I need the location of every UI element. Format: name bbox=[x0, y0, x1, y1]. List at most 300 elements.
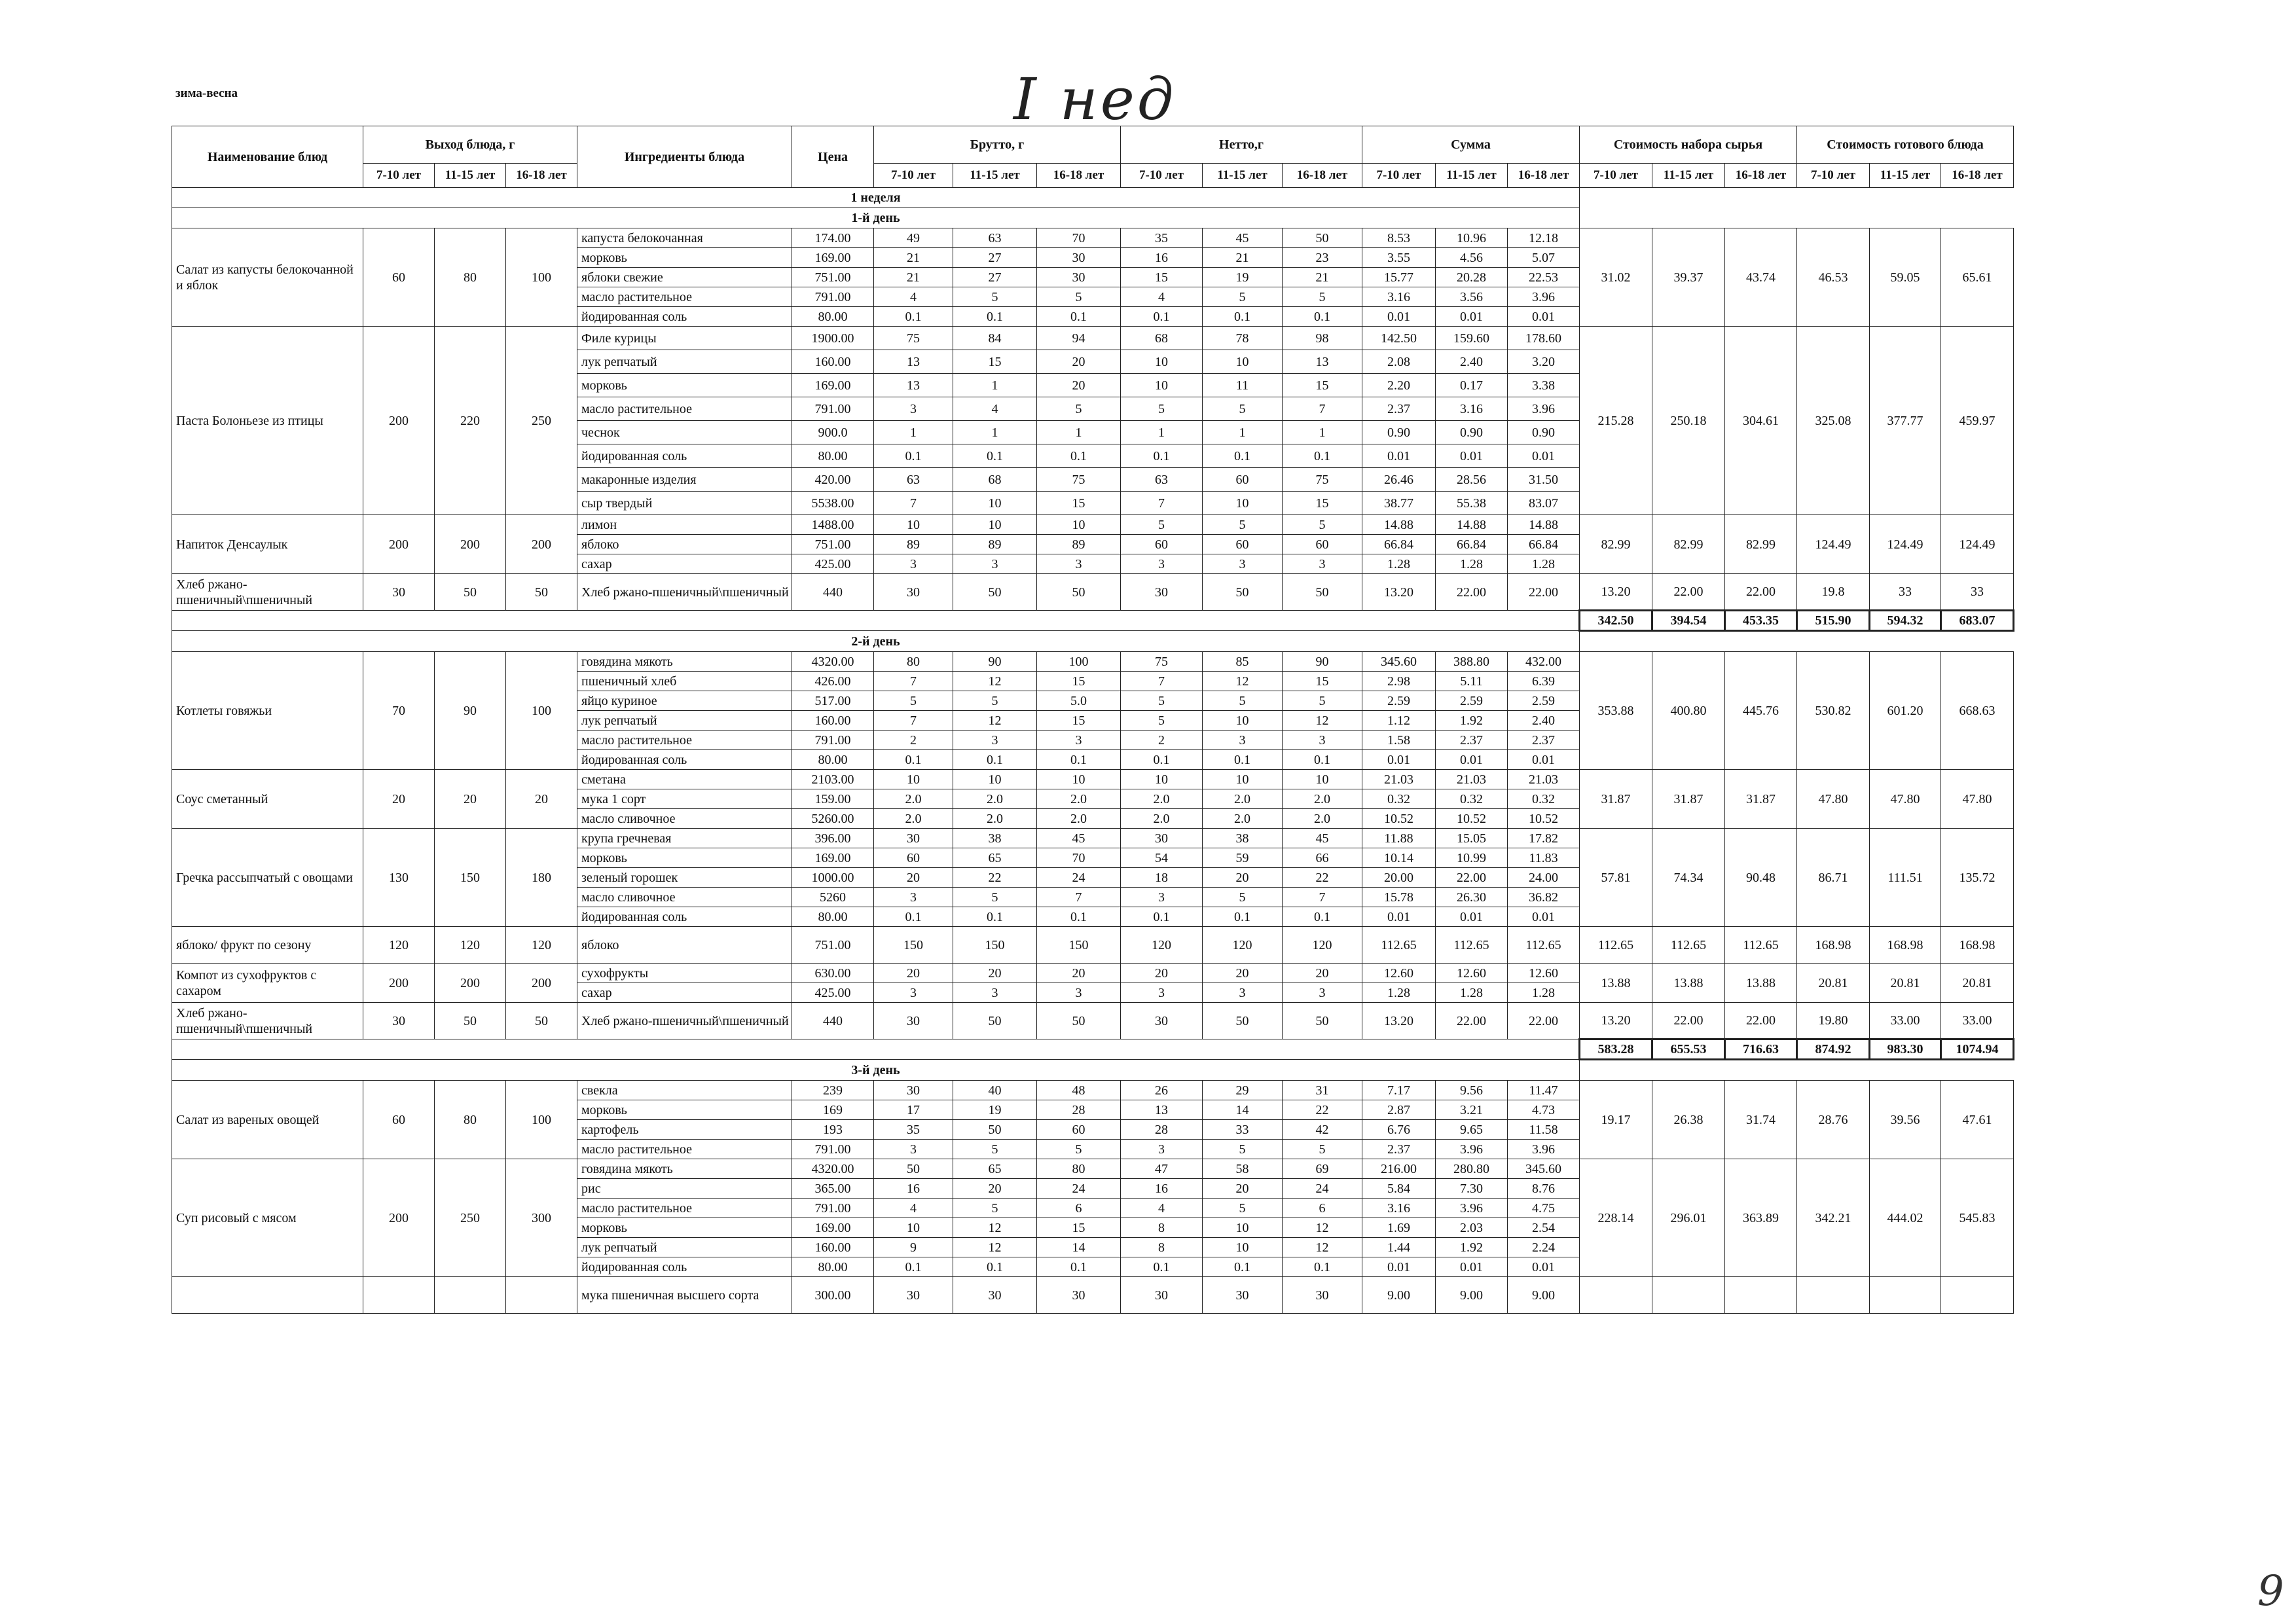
raw-cost-value: 39.37 bbox=[1652, 228, 1725, 327]
sum-value: 15.77 bbox=[1362, 268, 1436, 287]
ingredient-name: масло растительное bbox=[577, 1199, 792, 1218]
sum-value: 0.01 bbox=[1362, 1257, 1436, 1277]
header-ready-cost: Стоимость готового блюда bbox=[1797, 126, 2014, 164]
sum-value: 3.56 bbox=[1436, 287, 1508, 307]
brutto-value: 7 bbox=[874, 492, 953, 515]
ingredient-name: чеснок bbox=[577, 421, 792, 444]
netto-value: 5 bbox=[1203, 1199, 1283, 1218]
brutto-value: 2.0 bbox=[953, 789, 1037, 809]
raw-cost-value: 26.38 bbox=[1652, 1081, 1725, 1159]
netto-value: 3 bbox=[1203, 554, 1283, 574]
brutto-value: 20 bbox=[874, 868, 953, 888]
brutto-value: 3 bbox=[874, 397, 953, 421]
netto-value: 5 bbox=[1203, 888, 1283, 907]
netto-value: 45 bbox=[1203, 228, 1283, 248]
dish-yield bbox=[506, 1277, 577, 1314]
ready-cost-value: 28.76 bbox=[1797, 1081, 1870, 1159]
netto-value: 0.1 bbox=[1121, 307, 1203, 327]
raw-cost-value: 215.28 bbox=[1580, 327, 1652, 515]
dish-name: Суп рисовый с мясом bbox=[172, 1159, 363, 1277]
netto-value: 20 bbox=[1203, 868, 1283, 888]
netto-value: 30 bbox=[1283, 1277, 1362, 1314]
brutto-value: 1 bbox=[1037, 421, 1121, 444]
brutto-value: 24 bbox=[1037, 1179, 1121, 1199]
day-total-value: 874.92 bbox=[1797, 1039, 1870, 1060]
dish-yield: 250 bbox=[506, 327, 577, 515]
brutto-value: 150 bbox=[874, 927, 953, 964]
netto-value: 2.0 bbox=[1121, 789, 1203, 809]
brutto-value: 3 bbox=[953, 554, 1037, 574]
sum-value: 0.01 bbox=[1436, 1257, 1508, 1277]
day-title-row bbox=[172, 208, 2014, 228]
sum-value: 432.00 bbox=[1508, 652, 1580, 672]
ready-cost-value: 59.05 bbox=[1870, 228, 1941, 327]
sum-value: 2.24 bbox=[1508, 1238, 1580, 1257]
day-total-value: 453.35 bbox=[1725, 611, 1797, 631]
ingredient-name: масло растительное bbox=[577, 1140, 792, 1159]
sum-value: 22.00 bbox=[1508, 574, 1580, 611]
brutto-value: 2.0 bbox=[874, 789, 953, 809]
netto-value: 38 bbox=[1203, 829, 1283, 848]
ingredient-price: 80.00 bbox=[792, 750, 874, 770]
ingredient-price: 300.00 bbox=[792, 1277, 874, 1314]
brutto-value: 63 bbox=[874, 468, 953, 492]
raw-cost-value: 90.48 bbox=[1725, 829, 1797, 927]
raw-cost-value: 82.99 bbox=[1652, 515, 1725, 574]
brutto-value: 3 bbox=[874, 554, 953, 574]
brutto-value: 4 bbox=[874, 1199, 953, 1218]
brutto-value: 28 bbox=[1037, 1100, 1121, 1120]
ingredient-name: йодированная соль bbox=[577, 307, 792, 327]
sum-value: 1.28 bbox=[1362, 554, 1436, 574]
netto-value: 78 bbox=[1203, 327, 1283, 350]
ready-cost-value: 168.98 bbox=[1870, 927, 1941, 964]
ready-cost-value: 135.72 bbox=[1941, 829, 2014, 927]
ingredient-price: 4320.00 bbox=[792, 652, 874, 672]
ingredient-name: сметана bbox=[577, 770, 792, 789]
brutto-value: 30 bbox=[874, 1277, 953, 1314]
brutto-value: 7 bbox=[874, 711, 953, 731]
brutto-value: 94 bbox=[1037, 327, 1121, 350]
dish-yield: 100 bbox=[506, 652, 577, 770]
dish-yield: 100 bbox=[506, 228, 577, 327]
netto-value: 0.1 bbox=[1283, 1257, 1362, 1277]
ingredient-price: 440 bbox=[792, 1003, 874, 1039]
ingredient-name: пшеничный хлеб bbox=[577, 672, 792, 691]
sum-value: 1.92 bbox=[1436, 1238, 1508, 1257]
sum-value: 3.20 bbox=[1508, 350, 1580, 374]
brutto-value: 3 bbox=[874, 888, 953, 907]
sum-value: 9.00 bbox=[1362, 1277, 1436, 1314]
ingredient-name: масло растительное bbox=[577, 287, 792, 307]
netto-value: 29 bbox=[1203, 1081, 1283, 1100]
netto-value: 5 bbox=[1203, 1140, 1283, 1159]
brutto-value: 0.1 bbox=[1037, 444, 1121, 468]
dish-name: Напиток Денсаулык bbox=[172, 515, 363, 574]
sum-value: 14.88 bbox=[1436, 515, 1508, 535]
sum-value: 2.37 bbox=[1362, 397, 1436, 421]
raw-cost-value: 112.65 bbox=[1652, 927, 1725, 964]
header-ingredients: Ингредиенты блюда bbox=[577, 126, 792, 188]
ready-cost-value: 545.83 bbox=[1941, 1159, 2014, 1277]
header-netto-age-2: 16-18 лет bbox=[1283, 164, 1362, 188]
netto-value: 1 bbox=[1121, 421, 1203, 444]
ingredient-price: 1900.00 bbox=[792, 327, 874, 350]
ingredient-name: йодированная соль bbox=[577, 907, 792, 927]
sum-value: 6.76 bbox=[1362, 1120, 1436, 1140]
ingredient-name: капуста белокочанная bbox=[577, 228, 792, 248]
ingredient-price: 751.00 bbox=[792, 268, 874, 287]
sum-value: 55.38 bbox=[1436, 492, 1508, 515]
netto-value: 75 bbox=[1121, 652, 1203, 672]
header-sum-age-1: 11-15 лет bbox=[1436, 164, 1508, 188]
dish-yield: 20 bbox=[435, 770, 506, 829]
brutto-value: 5 bbox=[953, 888, 1037, 907]
sum-value: 2.98 bbox=[1362, 672, 1436, 691]
dish-yield: 80 bbox=[435, 1081, 506, 1159]
dish-name: Соус сметанный bbox=[172, 770, 363, 829]
brutto-value: 5 bbox=[1037, 1140, 1121, 1159]
netto-value: 30 bbox=[1121, 1277, 1203, 1314]
sum-value: 8.53 bbox=[1362, 228, 1436, 248]
netto-value: 22 bbox=[1283, 868, 1362, 888]
day-title-blank bbox=[1580, 631, 2014, 652]
brutto-value: 20 bbox=[874, 964, 953, 983]
ingredient-price: 169.00 bbox=[792, 248, 874, 268]
sum-value: 20.00 bbox=[1362, 868, 1436, 888]
raw-cost-value: 43.74 bbox=[1725, 228, 1797, 327]
ready-cost-value: 47.61 bbox=[1941, 1081, 2014, 1159]
brutto-value: 16 bbox=[874, 1179, 953, 1199]
netto-value: 7 bbox=[1283, 397, 1362, 421]
raw-cost-value: 22.00 bbox=[1652, 574, 1725, 611]
brutto-value: 2.0 bbox=[953, 809, 1037, 829]
brutto-value: 12 bbox=[953, 672, 1037, 691]
brutto-value: 60 bbox=[1037, 1120, 1121, 1140]
raw-cost-value: 112.65 bbox=[1580, 927, 1652, 964]
raw-cost-value: 31.87 bbox=[1725, 770, 1797, 829]
sum-value: 0.01 bbox=[1508, 750, 1580, 770]
brutto-value: 50 bbox=[1037, 1003, 1121, 1039]
sum-value: 2.40 bbox=[1436, 350, 1508, 374]
sum-value: 280.80 bbox=[1436, 1159, 1508, 1179]
dish-yield: 20 bbox=[363, 770, 435, 829]
ingredient-price: 751.00 bbox=[792, 927, 874, 964]
ingredient-name: мука пшеничная высшего сорта bbox=[577, 1277, 792, 1314]
day-title: 3-й день bbox=[172, 1060, 1580, 1081]
netto-value: 23 bbox=[1283, 248, 1362, 268]
header-sum-age-0: 7-10 лет bbox=[1362, 164, 1436, 188]
ingredient-name: картофель bbox=[577, 1120, 792, 1140]
netto-value: 2 bbox=[1121, 731, 1203, 750]
day-total-value: 342.50 bbox=[1580, 611, 1652, 631]
ingredient-name: масло сливочное bbox=[577, 809, 792, 829]
ingredient-price: 900.0 bbox=[792, 421, 874, 444]
netto-value: 0.1 bbox=[1203, 1257, 1283, 1277]
sum-value: 26.30 bbox=[1436, 888, 1508, 907]
raw-cost-value: 22.00 bbox=[1725, 574, 1797, 611]
netto-value: 12 bbox=[1283, 1218, 1362, 1238]
sum-value: 0.01 bbox=[1508, 907, 1580, 927]
ingredient-price: 5260 bbox=[792, 888, 874, 907]
day-total-value: 583.28 bbox=[1580, 1039, 1652, 1060]
brutto-value: 84 bbox=[953, 327, 1037, 350]
sum-value: 4.75 bbox=[1508, 1199, 1580, 1218]
sum-value: 83.07 bbox=[1508, 492, 1580, 515]
netto-value: 3 bbox=[1121, 888, 1203, 907]
ingredient-price: 80.00 bbox=[792, 907, 874, 927]
dish-yield: 200 bbox=[363, 327, 435, 515]
raw-cost-value: 13.20 bbox=[1580, 1003, 1652, 1039]
netto-value: 120 bbox=[1121, 927, 1203, 964]
brutto-value: 17 bbox=[874, 1100, 953, 1120]
ingredient-price: 791.00 bbox=[792, 1140, 874, 1159]
sum-value: 3.96 bbox=[1508, 287, 1580, 307]
raw-cost-value: 22.00 bbox=[1725, 1003, 1797, 1039]
dish-yield: 30 bbox=[363, 574, 435, 611]
table-row bbox=[172, 829, 2014, 848]
netto-value: 15 bbox=[1283, 492, 1362, 515]
table-row bbox=[172, 1277, 2014, 1314]
netto-value: 50 bbox=[1203, 574, 1283, 611]
sum-value: 7.30 bbox=[1436, 1179, 1508, 1199]
sum-value: 1.28 bbox=[1508, 983, 1580, 1003]
table-row bbox=[172, 1003, 2014, 1039]
netto-value: 58 bbox=[1203, 1159, 1283, 1179]
brutto-value: 19 bbox=[953, 1100, 1037, 1120]
ingredient-price: 174.00 bbox=[792, 228, 874, 248]
header-raw-cost-age-0: 7-10 лет bbox=[1580, 164, 1652, 188]
sum-value: 6.39 bbox=[1508, 672, 1580, 691]
table-row bbox=[172, 927, 2014, 964]
raw-cost-value: 400.80 bbox=[1652, 652, 1725, 770]
ingredient-price: 169.00 bbox=[792, 1218, 874, 1238]
sum-value: 112.65 bbox=[1436, 927, 1508, 964]
brutto-value: 20 bbox=[1037, 964, 1121, 983]
sum-value: 3.38 bbox=[1508, 374, 1580, 397]
ingredient-price: 420.00 bbox=[792, 468, 874, 492]
brutto-value: 89 bbox=[874, 535, 953, 554]
dish-name: яблоко/ фрукт по сезону bbox=[172, 927, 363, 964]
header-ready-cost-age-2: 16-18 лет bbox=[1941, 164, 2014, 188]
netto-value: 1 bbox=[1283, 421, 1362, 444]
raw-cost-value bbox=[1580, 1277, 1652, 1314]
dish-yield: 200 bbox=[363, 515, 435, 574]
ingredient-price: 425.00 bbox=[792, 554, 874, 574]
netto-value: 2.0 bbox=[1283, 789, 1362, 809]
ingredient-price: 791.00 bbox=[792, 731, 874, 750]
brutto-value: 10 bbox=[953, 770, 1037, 789]
brutto-value: 50 bbox=[953, 1120, 1037, 1140]
ready-cost-value: 444.02 bbox=[1870, 1159, 1941, 1277]
ready-cost-value: 19.8 bbox=[1797, 574, 1870, 611]
netto-value: 13 bbox=[1121, 1100, 1203, 1120]
ingredient-name: Хлеб ржано-пшеничный\пшеничный bbox=[577, 1003, 792, 1039]
day-title: 2-й день bbox=[172, 631, 1580, 652]
ingredient-name: макаронные изделия bbox=[577, 468, 792, 492]
sum-value: 36.82 bbox=[1508, 888, 1580, 907]
netto-value: 13 bbox=[1283, 350, 1362, 374]
sum-value: 38.77 bbox=[1362, 492, 1436, 515]
dish-yield: 50 bbox=[506, 574, 577, 611]
raw-cost-value bbox=[1652, 1277, 1725, 1314]
netto-value: 3 bbox=[1121, 554, 1203, 574]
ready-cost-value: 601.20 bbox=[1870, 652, 1941, 770]
brutto-value: 1 bbox=[953, 374, 1037, 397]
sum-value: 9.00 bbox=[1436, 1277, 1508, 1314]
header-ready-cost-age-1: 11-15 лет bbox=[1870, 164, 1941, 188]
netto-value: 59 bbox=[1203, 848, 1283, 868]
netto-value: 16 bbox=[1121, 1179, 1203, 1199]
ingredient-name: масло сливочное bbox=[577, 888, 792, 907]
ingredient-price: 80.00 bbox=[792, 1257, 874, 1277]
brutto-value: 14 bbox=[1037, 1238, 1121, 1257]
sum-value: 21.03 bbox=[1436, 770, 1508, 789]
brutto-value: 30 bbox=[1037, 248, 1121, 268]
brutto-value: 65 bbox=[953, 848, 1037, 868]
netto-value: 85 bbox=[1203, 652, 1283, 672]
ingredient-name: рис bbox=[577, 1179, 792, 1199]
sum-value: 31.50 bbox=[1508, 468, 1580, 492]
dish-yield: 60 bbox=[363, 228, 435, 327]
brutto-value: 150 bbox=[953, 927, 1037, 964]
netto-value: 5 bbox=[1203, 691, 1283, 711]
sum-value: 22.00 bbox=[1436, 574, 1508, 611]
dish-name: Хлеб ржано-пшеничный\пшеничный bbox=[172, 1003, 363, 1039]
raw-cost-value: 304.61 bbox=[1725, 327, 1797, 515]
ingredient-price: 630.00 bbox=[792, 964, 874, 983]
raw-cost-value: 353.88 bbox=[1580, 652, 1652, 770]
netto-value: 75 bbox=[1283, 468, 1362, 492]
netto-value: 5 bbox=[1121, 691, 1203, 711]
sum-value: 22.00 bbox=[1436, 1003, 1508, 1039]
netto-value: 50 bbox=[1203, 1003, 1283, 1039]
ingredient-price: 159.00 bbox=[792, 789, 874, 809]
brutto-value: 15 bbox=[1037, 492, 1121, 515]
sum-value: 3.96 bbox=[1436, 1140, 1508, 1159]
sum-value: 22.53 bbox=[1508, 268, 1580, 287]
dish-yield: 80 bbox=[435, 228, 506, 327]
netto-value: 24 bbox=[1283, 1179, 1362, 1199]
ingredient-name: говядина мякоть bbox=[577, 1159, 792, 1179]
brutto-value: 5 bbox=[1037, 397, 1121, 421]
ingredient-name: морковь bbox=[577, 374, 792, 397]
dish-yield: 200 bbox=[363, 1159, 435, 1277]
netto-value: 50 bbox=[1283, 574, 1362, 611]
sum-value: 2.59 bbox=[1362, 691, 1436, 711]
brutto-value: 5 bbox=[953, 287, 1037, 307]
sum-value: 142.50 bbox=[1362, 327, 1436, 350]
ready-cost-value: 325.08 bbox=[1797, 327, 1870, 515]
sum-value: 0.01 bbox=[1362, 750, 1436, 770]
ingredient-name: зеленый горошек bbox=[577, 868, 792, 888]
netto-value: 4 bbox=[1121, 1199, 1203, 1218]
dish-yield: 60 bbox=[363, 1081, 435, 1159]
brutto-value: 9 bbox=[874, 1238, 953, 1257]
netto-value: 5 bbox=[1203, 287, 1283, 307]
netto-value: 5 bbox=[1283, 1140, 1362, 1159]
raw-cost-value: 112.65 bbox=[1725, 927, 1797, 964]
sum-value: 5.11 bbox=[1436, 672, 1508, 691]
netto-value: 3 bbox=[1203, 983, 1283, 1003]
brutto-value: 7 bbox=[874, 672, 953, 691]
dish-yield: 300 bbox=[506, 1159, 577, 1277]
netto-value: 90 bbox=[1283, 652, 1362, 672]
table-row bbox=[172, 770, 2014, 789]
dish-yield: 120 bbox=[363, 927, 435, 964]
header-brutto: Брутто, г bbox=[874, 126, 1121, 164]
sum-value: 2.40 bbox=[1508, 711, 1580, 731]
ingredient-name: яблоко bbox=[577, 927, 792, 964]
brutto-value: 150 bbox=[1037, 927, 1121, 964]
dish-yield: 50 bbox=[435, 574, 506, 611]
dish-yield: 130 bbox=[363, 829, 435, 927]
ingredient-price: 160.00 bbox=[792, 350, 874, 374]
header-yield-age-1: 11-15 лет bbox=[435, 164, 506, 188]
ingredient-name: свекла bbox=[577, 1081, 792, 1100]
brutto-value: 68 bbox=[953, 468, 1037, 492]
header-ready-cost-age-0: 7-10 лет bbox=[1797, 164, 1870, 188]
netto-value: 5 bbox=[1121, 515, 1203, 535]
day-total-row bbox=[172, 1039, 2014, 1060]
brutto-value: 0.1 bbox=[953, 307, 1037, 327]
table-row bbox=[172, 1081, 2014, 1100]
dish-yield: 250 bbox=[435, 1159, 506, 1277]
brutto-value: 5 bbox=[953, 691, 1037, 711]
page-number: 9 bbox=[2257, 1567, 2284, 1615]
header-netto-age-0: 7-10 лет bbox=[1121, 164, 1203, 188]
sum-value: 22.00 bbox=[1436, 868, 1508, 888]
netto-value: 12 bbox=[1283, 1238, 1362, 1257]
ready-cost-value: 65.61 bbox=[1941, 228, 2014, 327]
brutto-value: 21 bbox=[874, 248, 953, 268]
netto-value: 16 bbox=[1121, 248, 1203, 268]
sum-value: 11.47 bbox=[1508, 1081, 1580, 1100]
sum-value: 0.01 bbox=[1362, 307, 1436, 327]
netto-value: 8 bbox=[1121, 1218, 1203, 1238]
netto-value: 50 bbox=[1283, 228, 1362, 248]
netto-value: 2.0 bbox=[1203, 809, 1283, 829]
header-raw-cost-age-1: 11-15 лет bbox=[1652, 164, 1725, 188]
brutto-value: 13 bbox=[874, 350, 953, 374]
header-netto-age-1: 11-15 лет bbox=[1203, 164, 1283, 188]
sum-value: 0.01 bbox=[1362, 907, 1436, 927]
netto-value: 54 bbox=[1121, 848, 1203, 868]
ingredient-price: 440 bbox=[792, 574, 874, 611]
table-row bbox=[172, 1159, 2014, 1179]
netto-value: 10 bbox=[1203, 1238, 1283, 1257]
brutto-value: 2.0 bbox=[874, 809, 953, 829]
sum-value: 22.00 bbox=[1508, 1003, 1580, 1039]
ingredient-price: 791.00 bbox=[792, 287, 874, 307]
brutto-value: 63 bbox=[953, 228, 1037, 248]
brutto-value: 75 bbox=[874, 327, 953, 350]
brutto-value: 2.0 bbox=[1037, 809, 1121, 829]
brutto-value: 50 bbox=[953, 574, 1037, 611]
brutto-value: 20 bbox=[1037, 350, 1121, 374]
sum-value: 3.16 bbox=[1362, 287, 1436, 307]
sum-value: 66.84 bbox=[1362, 535, 1436, 554]
day-total-row bbox=[172, 611, 2014, 631]
day-total-value: 1074.94 bbox=[1941, 1039, 2014, 1060]
dish-yield: 200 bbox=[435, 964, 506, 1003]
netto-value: 11 bbox=[1203, 374, 1283, 397]
brutto-value: 80 bbox=[874, 652, 953, 672]
sum-value: 9.65 bbox=[1436, 1120, 1508, 1140]
ingredient-price: 791.00 bbox=[792, 1199, 874, 1218]
netto-value: 35 bbox=[1121, 228, 1203, 248]
ready-cost-value: 33.00 bbox=[1941, 1003, 2014, 1039]
